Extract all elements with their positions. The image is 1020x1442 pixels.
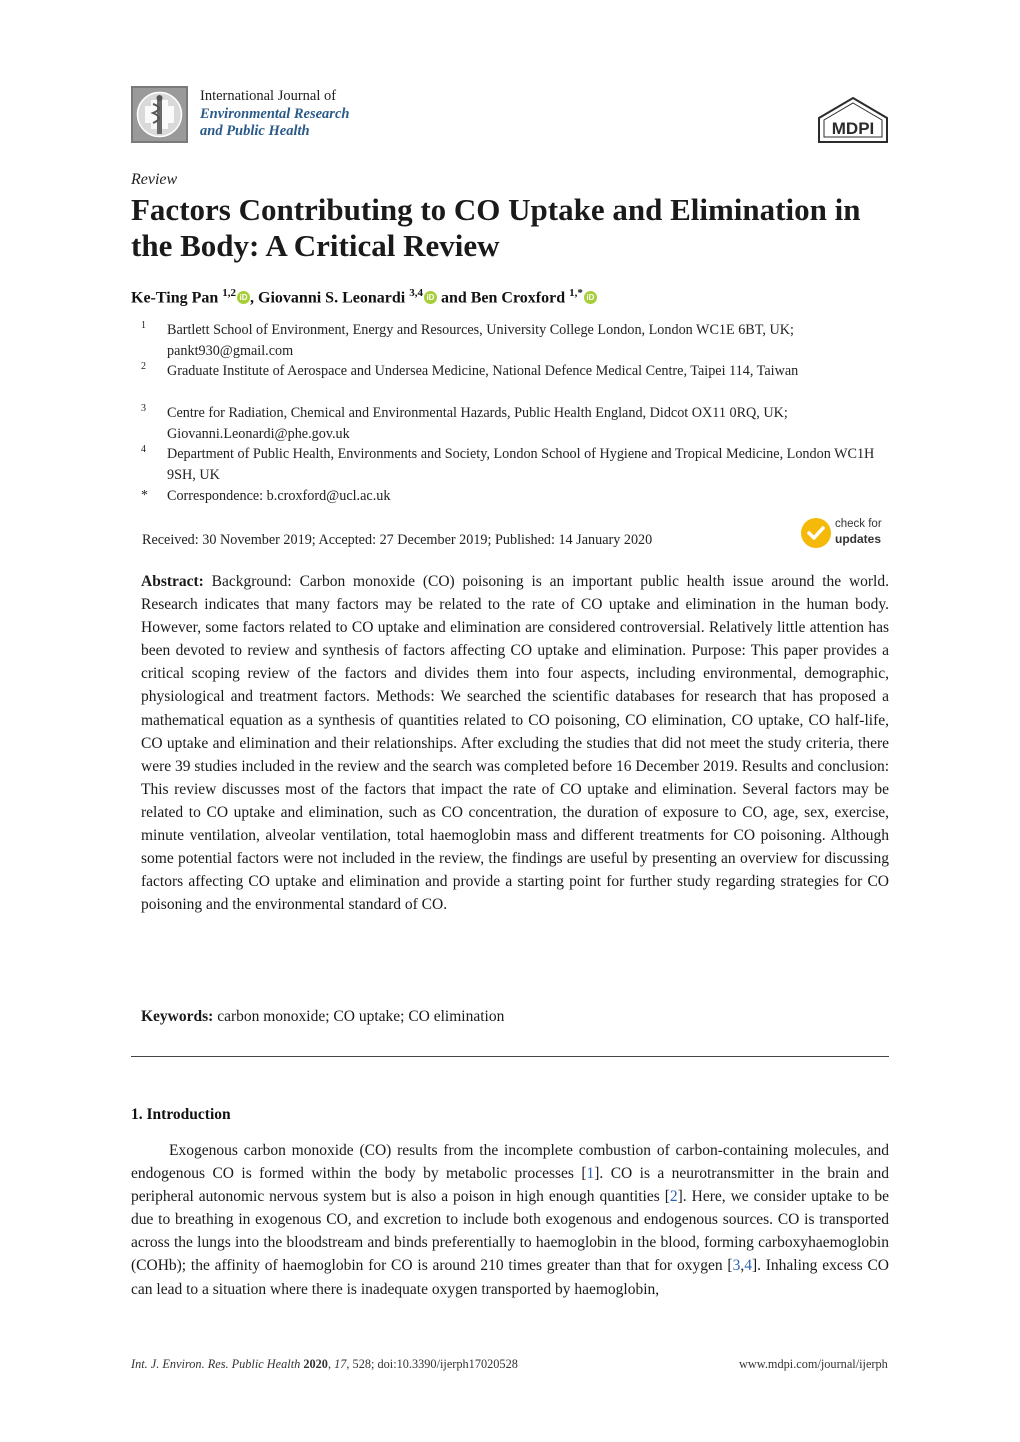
author-separator: and <box>436 289 471 307</box>
introduction-paragraph <box>131 1139 889 1301</box>
footer-url[interactable]: www.mdpi.com/journal/ijerph <box>739 1357 888 1371</box>
article-type: Review <box>131 171 178 188</box>
citation-link[interactable]: 3 <box>732 1257 741 1275</box>
affiliation-number: 1 <box>141 320 146 331</box>
section-heading: 1. Introduction <box>131 1106 231 1123</box>
check-updates-line2: updates <box>835 532 882 546</box>
journal-name-line1: International Journal of <box>200 88 337 104</box>
journal-logo <box>131 86 188 143</box>
footer-journal: Int. J. Environ. Res. Public Health <box>131 1357 301 1371</box>
body-text: , <box>740 1257 745 1275</box>
author-name: Ke-Ting Pan <box>131 289 219 307</box>
author-affiliation-marker: 1,2 <box>222 287 237 299</box>
affiliation-text: Bartlett School of Environment, Energy and Resources, University College London, London WC1E 6BT, UK; pankt930@gmail.com <box>167 322 794 359</box>
author-name: Ben Croxford <box>470 289 566 307</box>
author-affiliation-marker: 1,* <box>569 287 583 299</box>
footer-volume: 17 <box>334 1357 347 1371</box>
check-icon <box>801 518 831 548</box>
footer-citation: Int. J. Environ. Res. Public Health 2020, 17, 528; doi:10.3390/ijerph17020528 <box>131 1357 518 1371</box>
section-divider <box>131 1056 889 1057</box>
abstract-label: Abstract: <box>141 573 204 590</box>
article-title: Factors Contributing to CO Uptake and Elimination in the Body: A Critical Review <box>131 192 861 263</box>
publication-dates: Received: 30 November 2019; Accepted: 27 December 2019; Published: 14 January 2020 <box>142 532 653 548</box>
affiliation-text: Graduate Institute of Aerospace and Undersea Medicine, National Defence Medical Centre, Taipei 114, Taiwan <box>167 363 799 379</box>
citation-link[interactable]: 4 <box>744 1257 752 1275</box>
check-for-updates-button[interactable] <box>801 517 893 551</box>
journal-name-line3: and Public Health <box>200 123 310 139</box>
correspondence-marker: * <box>141 488 148 503</box>
citation-link[interactable]: 1 <box>586 1165 595 1183</box>
abstract-text: Background: Carbon monoxide (CO) poisoning is an important public health issue around the world. Research indicates that many factors may be related to the rate of CO uptake and elimination in the human body. However, some factors related to CO uptake and elimination are considered controversial. Relatively little attention has been devoted to review and synthesis of factors affecting CO uptake and elimination. Purpose: This paper provides a critical scoping review of the factors and divides them into four aspects, including environmental, demographic, physiological and treatment factors. Methods: We searched the scientific databases for research that has proposed a mathematical equation as a synthesis of quantities related to CO poisoning, CO elimination, CO uptake, CO half-life, CO uptake and elimination and their relationships. After excluding the studies that did not meet the study criteria, there were 39 studies included in the review and the search was completed before 16 December 2019. Results and conclusion: This review discusses most of the factors that impact the rate of CO uptake and elimination. Several factors may be related to CO uptake and elimination, such as CO concentration, the duration of exposure to CO, age, sex, exercise, minute ventilation, alveolar ventilation, total haemoglobin mass and different treatments for CO poisoning. Although some potential factors were not included in the review, the findings are useful by presenting an overview for discussing factors affecting CO uptake and elimination and provide a starting point for further study regarding strategies for CO poisoning and the environmental standard of CO. <box>141 573 889 914</box>
author-separator: , <box>250 289 259 307</box>
citation-link[interactable]: 2 <box>669 1188 678 1206</box>
author-affiliation-marker: 3,4 <box>409 287 423 299</box>
footer-year: 2020 <box>303 1357 328 1371</box>
affiliation-number: 3 <box>141 403 146 414</box>
keywords-label: Keywords: <box>141 1008 214 1025</box>
footer-doi: , 528; doi:10.3390/ijerph17020528 <box>346 1357 518 1371</box>
affiliation-number: 4 <box>141 444 146 455</box>
journal-name-line2: Environmental Research <box>200 106 350 122</box>
check-updates-line1: check for <box>835 518 882 530</box>
mdpi-logo <box>817 96 889 144</box>
affiliation-text: Department of Public Health, Environments and Society, London School of Hygiene and Tropical Medicine, London WC1H 9SH, UK <box>167 446 875 483</box>
body-text: ]. Inhaling excess CO can lead to a situation where there is inadequate oxygen transported by haemoglobin, <box>131 1257 889 1298</box>
mdpi-logo-text: MDPI <box>831 119 875 138</box>
body-text: ]. CO is a neurotransmitter in the brain and peripheral autonomic nervous system but is also a poison in high enough quantities [ <box>131 1165 889 1206</box>
body-text: ]. Here, we consider uptake to be due to breathing in exogenous CO, and excretion to include both exogenous and endogenous sources. CO is transported across the lungs into the bloodstream and binds preferentially to haemoglobin in the blood, forming carboxyhaemoglobin (COHb); the affinity of haemoglobin for CO is around 210 times greater than that for oxygen [ <box>131 1188 889 1275</box>
correspondence-text: Correspondence: b.croxford@ucl.ac.uk <box>167 488 391 504</box>
orcid-icon[interactable]: iD <box>237 291 250 304</box>
author-name: Giovanni S. Leonardi <box>258 289 406 307</box>
affiliation-text: Centre for Radiation, Chemical and Environmental Hazards, Public Health England, Didcot OX11 0RQ, UK; Giovanni.Leonardi@phe.gov.uk <box>167 405 788 442</box>
keywords-text: carbon monoxide; CO uptake; CO elimination <box>217 1008 505 1025</box>
keywords <box>141 1008 504 1026</box>
orcid-icon[interactable]: iD <box>424 291 437 304</box>
author-list <box>131 287 597 307</box>
abstract <box>141 570 889 916</box>
body-text: Exogenous carbon monoxide (CO) results from the incomplete combustion of carbon-containing molecules, and endogenous CO is formed within the body by metabolic processes [ <box>131 1142 889 1183</box>
affiliation-number: 2 <box>141 361 146 372</box>
orcid-icon[interactable]: iD <box>584 291 597 304</box>
